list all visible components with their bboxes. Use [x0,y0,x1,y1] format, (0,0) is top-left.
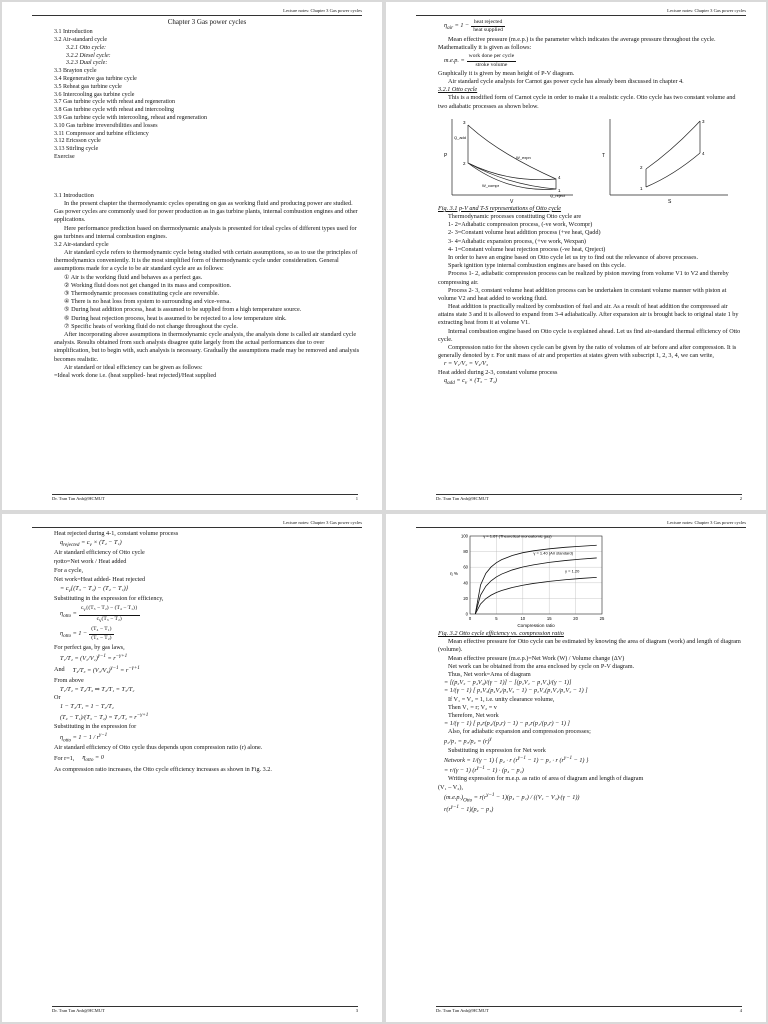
paragraph: Heat addition is practically realized by combustion of fuel and air. As a result of heat addition the compressed air attains state 3 and it is allowed to expand from 3-4 adiabatically. After expansion air is brought back to original state 1 by extracting heat from it at volume V1. [438,303,739,327]
paragraph: For a cycle, [54,566,84,574]
page-header: Lecture notes: Chapter 3 Gas power cycles [32,520,362,528]
y-tick-label: 60 [463,564,468,570]
formula: $\eta_{otto} = 1$ − $\frac{\text{(T₄ − T₁)}}{\text{(T₃ − T₂)}}$ [60,626,112,642]
work-compression-label: W_compr [482,182,500,188]
page-number: 3 [355,1007,358,1013]
state-label: 2 [463,160,466,166]
toc-item[interactable]: 3.7 Gas turbine cycle with reheat and regeneration [54,99,175,106]
paragraph: (V₁ – V₂), [438,783,463,791]
footer-author: Dr. Tran Tan Anh@HCMUT [436,1007,489,1013]
page-4 [386,514,766,1022]
otto-efficiency-chart [448,530,608,630]
compression-ratio-formula: r = V₁/V₂ = V₄/V₃ [444,360,489,368]
paragraph: Graphically it is given by mean height of P-V diagram. [438,69,575,77]
y-tick-label: 20 [463,595,468,601]
formula: $T_1/T_2 = (V_2/V_1)^{\gamma-1} = r^{-\gamma+1}$ [60,653,128,663]
paragraph: If V₁ = V₂ = 1, i.e. unity clearance volume, [448,695,555,703]
paragraph: Or [54,694,61,702]
page-3 [2,514,382,1022]
paragraph: ηotto=Net work / Heat added [54,558,127,566]
chapter-title: Chapter 3 Gas power cycles [167,18,247,26]
page-2 [386,2,766,510]
toc-item[interactable]: 3.2.1 Otto cycle: [66,44,106,51]
figure-caption: Fig. 3.2 Otto cycle efficiency vs. compression ratio [438,630,564,637]
series-label: γ = 1.67 (Theoretical monoatomic gas) [483,533,552,539]
formula-numerator: heat rejected [471,19,505,27]
x-tick-label: 0 [468,616,472,621]
page-footer [436,494,742,502]
series-line [475,558,596,614]
formula: $r(r^{\gamma-1} - 1)(p_4 - p_1)$ [444,803,494,813]
toc-item[interactable]: 3.11 Compressor and turbine efficiency [54,130,149,137]
assumption-item: ⑤ During heat addition process, heat is assumed to be supplied from a high temperature source. [64,306,302,314]
toc-item[interactable]: 3.4 Regenerative gas turbine cycle [54,76,137,83]
paragraph: Air standard or ideal efficiency can be given as follows: [64,363,203,371]
plot-frame [470,533,602,614]
state-label: 3 [702,118,705,124]
y-tick-label: 40 [463,580,468,586]
page-number: 1 [355,495,358,501]
formula: $p_2/p_1 = p_3/p_4 = (r)^\gamma$ [444,736,492,746]
work-expansion-label: W_expn [516,154,531,160]
toc-item[interactable]: 3.12 Ericsson cycle [54,138,101,145]
paragraph: After incorporating above assumptions in thermodynamic cycle analysis, the analysis done is called air standard cycle analysis. Results obtained from such analysis disagree quite largely from the actual performances due to over simplification, but to begin with, such analysis is necessary. Gradually the assumptions made may be removed and analysis becomes realistic. [54,330,360,363]
paragraph: Compression ratio for the shown cycle can be given by the ratio of volumes of air before and after compression. It is generally denoted by r. For unit mass of air and properties at states given with subscript 1, 2, 3, 4, we can write, [438,344,737,360]
toc-item[interactable]: 3.10 Gas turbine irreversibilities and losses [54,122,158,129]
state-label: 4 [702,150,705,156]
process-item: 1- 2=Adiabatic compression process, (-ve work, Wcompr) [448,221,593,229]
paragraph: Then V₁ = r; V₂ = v [448,703,497,711]
heat-rejected-label: Q_reject [550,192,566,198]
axis-label-t: T [602,152,606,159]
toc-item[interactable]: 3.3 Brayton cycle [54,68,97,75]
formula: For r=1, $\eta_{otto} = 0$ [54,754,104,764]
state-label: 1 [640,185,643,191]
axis-label-p: P [444,152,448,159]
page-header: Lecture notes: Chapter 3 Gas power cycles [32,8,362,16]
paragraph: Therefore, Net work [448,711,499,719]
paragraph: From above [54,676,84,684]
state-label: 4 [558,174,561,180]
paragraph: This is a modified form of Carnot cycle in order to make it a realistic cycle. Otto cycle has two constant volume and two adiabatic processes as shown below. [438,94,736,110]
x-tick-label: 5 [495,616,498,621]
formula: = r/(γ − 1) $(r^{\gamma-1} - 1) \cdot (p_4 - p_1)$ [444,765,524,775]
paragraph: For perfect gas, by gas laws, [54,644,125,652]
page-number: 2 [739,495,742,501]
formula: $\eta_{otto}$ = $\frac{c_v\{(T_3 - T_2) - (T_4 - T_1)\}}{c_v(T_3 - T_2)}$ [60,604,138,624]
paragraph: Mean effective pressure for Otto cycle can be estimated by knowing the area of diagram (work) and length of diagram (volume). [438,638,741,654]
efficiency-formula: $\eta_{air} = 1$ − $\frac{\text{heat rejected}}{\text{heat supplied}}$ [444,19,503,34]
paragraph: Process 1- 2, adiabatic compression process can be realized by piston moving from volume V1 to V2 and thereby compressing air. [438,270,729,286]
otto-pv-ts-diagram [438,113,738,205]
section-heading: 3.2.1 Otto cycle [438,86,478,94]
assumption-item: ② Working fluid does not get changed in its mass and composition. [64,281,232,289]
paragraph: Net work=Heat added- Heat rejected [54,575,146,583]
paragraph: Substituting in the expression for efficiency, [54,595,164,603]
paragraph: Also, for adiabatic expansion and compression processes; [448,728,591,736]
formula-numerator: work done per cycle [467,53,517,61]
section-heading: 3.1 Introduction [54,191,94,199]
assumption-item: ① Air is the working fluid and behaves as a perfect gas. [64,273,203,281]
formula: 1 − T₄/T₁ = 1 − T₃/T₂ [60,703,114,711]
toc-item[interactable]: 3.6 Intercooling gas turbine cycle [54,91,135,98]
page-1 [2,2,382,510]
formula: And $T_4/T_3 = (V_3/V_4)^{\gamma-1} = r^{-\gamma+1}$ [54,664,140,674]
y-tick-label: 100 [461,533,468,539]
assumption-item: ⑥ During heat rejection process, heat is assumed to be rejected to a low temperature sink. [64,314,287,322]
section-heading: 3.2 Air-standard cycle [54,240,109,248]
paragraph: Internal combustion engine based on Otto cycle is explained ahead. Let us find air-standard thermal efficiency of Otto cycle. [438,327,741,343]
process-item: 3- 4=Adiabatic expansion process, (+ve work, Wexpan) [448,237,586,245]
x-axis-label: Compression ratio [517,623,555,628]
process-item: 4- 1=Constant volume heat rejection process (-ve heat, Qreject) [448,245,606,253]
paragraph: Here performance prediction based on thermodynamic analysis is presented for ideal cycles of different types used for gas turbines and internal combustion engines. [54,224,357,240]
x-tick-label: 25 [599,616,605,621]
paragraph: Heat added during 2-3, constant volume process [438,368,558,376]
paragraph: Thermodynamic processes constituting Otto cycle are [448,213,582,220]
state-label: 3 [463,119,466,125]
page-header: Lecture notes: Chapter 3 Gas power cycles [416,520,746,528]
mep-formula: m.e.p. = $\frac{\text{work done per cycle}}{\text{stroke volume}}$ [444,53,515,68]
paragraph: Substituting in the expression for [54,722,137,730]
assumption-item: ④ There is no heat loss from system to surrounding and vice-versa. [64,298,231,306]
axis-label-v: V [510,198,514,205]
paragraph: Spark ignition type internal combustion engines are based on this cycle. [448,262,626,270]
toc-item[interactable]: 3.2.3 Dual cycle: [66,60,108,67]
toc-item[interactable]: 3.1 Introduction [54,29,93,36]
formula: T₁/T₂ = T₄/T₃ ⇒ T₄/T₁ = T₃/T₂ [60,685,135,693]
paragraph: Air standard cycle analysis for Carnot gas power cycle has already been discussed in chapter 4. [448,78,684,86]
assumption-item: ③ Thermodynamic processes constituting cycle are reversible. [64,290,220,298]
page-footer [52,494,358,502]
footer-author: Dr. Tran Tan Anh@HCMUT [52,1007,105,1013]
series-label: γ = 1.20 [565,568,580,574]
paragraph: =Ideal work done i.e. (heat supplied- heat rejected)/Heat supplied [54,371,217,379]
formula: $q_{rejected} = c_v \times (T_4 - T_1)$ [60,538,122,549]
page-header: Lecture notes: Chapter 3 Gas power cycles [416,8,746,16]
paragraph: In the present chapter the thermodynamic cycles operating on gas as working fluid and producing power are studied. Gas power cycles are commonly used for power production as in gas turbine plants, internal combustion engines and other applications. [54,199,358,224]
paragraph: Writing expression for m.e.p. as ratio of area of diagram and length of diagram [448,775,644,783]
toc-item[interactable]: 3.9 Gas turbine cycle with intercooling, reheat and regeneration [54,115,207,121]
heat-added-label: Q_add [454,134,467,140]
y-axis-label: η % [450,571,458,576]
footer-author: Dr. Tran Tan Anh@HCMUT [52,495,105,501]
series-label: γ = 1.40 (Air standard) [533,550,574,556]
paragraph: Air standard efficiency of Otto cycle thus depends upon compression ratio (r) alone. [54,744,263,752]
page-footer [52,1006,358,1014]
formula: Network = 1/(γ − 1) { p₄ · r $(r^{\gamma-1} - 1) - p_1 \cdot r$ $(r^{\gamma-1} - 1)$ } [444,754,589,764]
x-tick-label: 10 [520,616,526,621]
toc-item[interactable]: 3.5 Reheat gas turbine cycle [54,83,122,90]
paragraph: And [54,665,65,673]
paragraph: Mean effective pressure (m.e.p.)=Net Work (W) / Volume change (ΔV) [448,654,625,662]
figure-caption: Fig. 3.1 p-V and T-S representations of Otto cycle [438,204,562,212]
paragraph: As compression ratio increases, the Otto cycle efficiency increases as shown in Fig. 3.2. [54,765,272,773]
paragraph: Air standard efficiency of Otto cycle [54,549,145,557]
y-tick-label: 80 [463,549,468,555]
y-tick-label: 0 [465,611,468,617]
x-tick-label: 20 [573,616,578,621]
assumption-item: ⑦ Specific heats of working fluid do not change throughout the cycle. [64,322,238,330]
toc-item[interactable]: 3.2.2 Diesel cycle: [66,52,111,59]
axis-label-s: S [668,198,672,205]
x-tick-label: 15 [546,616,552,621]
state-label: 1 [558,187,561,193]
toc-item[interactable]: 3.8 Gas turbine cycle with reheat and intercooling [54,107,174,114]
paragraph: Substituting in expression for Net work [448,746,546,754]
paragraph: Net work can be obtained from the area enclosed by cycle on P-V diagram. [448,662,635,670]
formula: $(m.e.p.)_{Otto} = r(r^{\gamma-1} - 1)(p_4 - p_1) / ((V_1 - V_2)\cdot(\gamma - 1))$ [444,791,580,804]
state-label: 2 [640,164,643,170]
paragraph: In order to have an engine based on Otto cycle let us try to find out the relevance of above processes. [448,253,698,261]
paragraph: Air standard cycle refers to thermodynamic cycle being studied with certain assumptions, so as to use the principles of thermodynamics conveniently. It is the most simplified form of thermodynamic cycle under consideration. General assumptions made for a cycle to be air standard cycle are as follows: [54,249,358,273]
footer-author: Dr. Tran Tan Anh@HCMUT [436,495,489,501]
toc-item[interactable]: Exercise [54,153,75,160]
page-number: 4 [739,1007,742,1013]
table-of-contents [54,29,360,162]
process-item: 2- 3=Constant volume heat addition process (+ve heat, Qadd) [448,229,601,237]
formula-denominator: stroke volume [475,61,508,68]
heat-added-formula: $q_{add} = c_v \times (T_3 - T_2)$ [444,376,497,386]
formula: = 1/(γ − 1) [ p₃V₃(p₄V₄/p₃V₃ − 1) − p₂V₂(p₁V₁/p₂V₂ − 1) ] [444,687,588,695]
formula: = $c_v\{(T_3 - T_2) - (T_4 - T_1)\}$ [60,584,129,594]
paragraph: Thus, Net work=Area of diagram [448,670,531,678]
formula: = 1/(γ − 1) [ p₃r(p₄/(p₃r) − 1) − p₂r(p₁/(p₂r) − 1) ] [444,720,570,728]
paragraph: For r=1, [54,754,75,762]
toc-item[interactable]: 3.13 Stirling cycle [54,146,99,153]
paragraph: Mean effective pressure (m.e.p.) is the parameter which indicates the average pressure throughout the cycle. Mathematically it is given as follows: [438,35,716,51]
formula: = [(p₃V₃ − p₄V₄)/(γ − 1)] − [(p₂V₂ − p₁V₁)/(γ − 1)] [444,679,572,687]
toc-item[interactable]: 3.2 Air-standard cycle [54,37,108,44]
formula-denominator: heat supplied [473,27,503,34]
formula: $(T_4 - T_1)/(T_3 - T_2) = T_1/T_2 = r^{-\gamma+1}$ [60,711,149,722]
paragraph: Process 2- 3, constant volume heat addition process can be undertaken in constant volume manner with piston at volume V2 and heat added to working fluid. [438,286,727,302]
paragraph: Heat rejected during 4-1, constant volume process [54,530,179,537]
page-footer [436,1006,742,1014]
formula: $\eta_{otto} = 1 - 1 / r^{\gamma-1}$ [60,731,108,743]
